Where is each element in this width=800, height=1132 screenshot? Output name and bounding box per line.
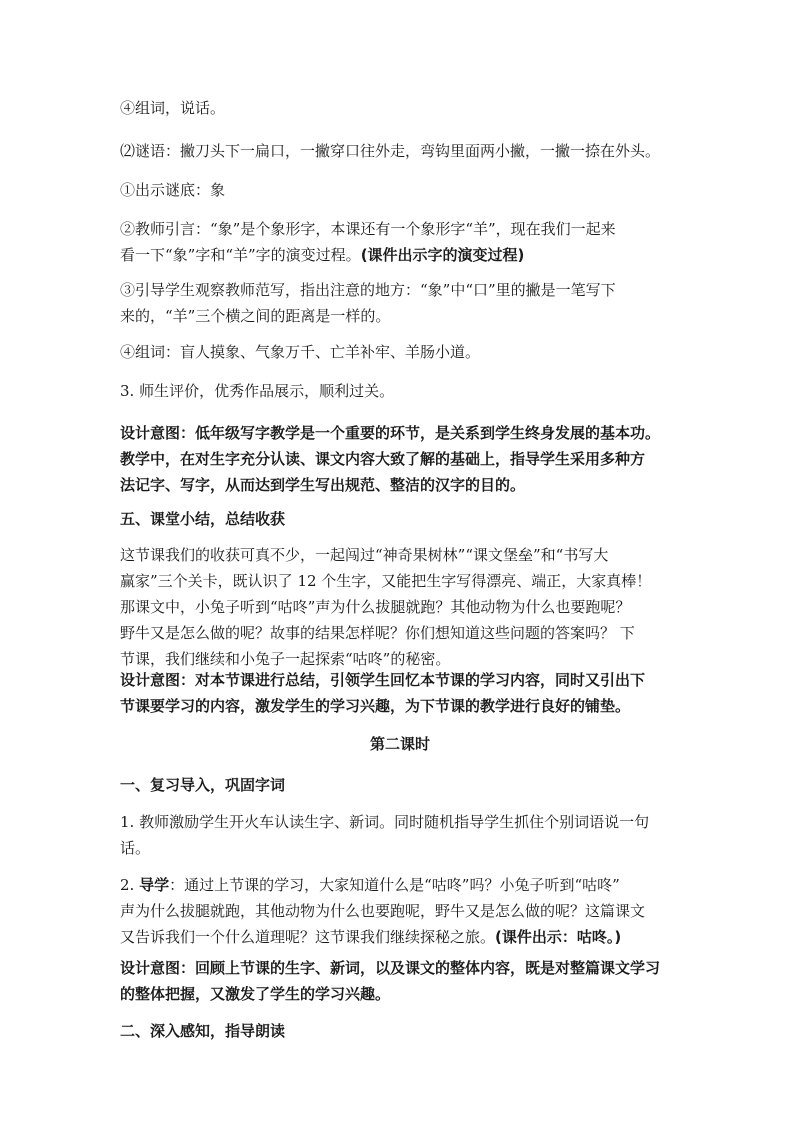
paragraph-riddle-answer [120,177,690,203]
design-intent-3 [120,955,690,1007]
text-line: 1. 教师激励学生开火车认读生字、新词。同时随机指导学生抓住个别词语说一句 [120,813,650,831]
text-line: 野牛又是怎么做的呢？故事的结果怎样呢？你们想知道这些问题的答案吗？ 下 [120,624,635,642]
text-line: 话。 [120,839,151,857]
text-line: ④组词，说话。 [120,99,226,117]
text-line: 赢家”三个关卡，既认识了 12 个生字，又能把生字写得漂亮、端正，大家真棒！ [120,572,652,590]
lesson-two-title [120,731,680,757]
text-line: ①出示谜底：象 [120,181,226,199]
text-line: ②教师引言：“象”是个象形字，本课还有一个象形字“羊”，现在我们一起来 [120,220,616,238]
text-line: 第二课时 [369,735,430,753]
paragraph-organize-words-2 [120,339,690,365]
text-line: 那课文中，小兔子听到“咕咚”声为什么拔腿就跑？其他动物为什么也要跑呢？ [120,598,631,616]
text-line: 声为什么拔腿就跑，其他动物为什么也要跑呢，野牛又是怎么做的呢？这篇课文 [120,902,646,920]
text-segment: 看一下“象”字和“羊”字的演变过程。 [120,246,361,264]
section-heading-reading [120,1018,690,1044]
courseware-note: (课件出示字的演变过程) [360,246,525,264]
paragraph-writing-guidance [120,277,690,329]
section-heading-review [120,772,690,798]
text-line [120,872,690,898]
text-line: 这节课我们的收获可真不少，一起闯过“神奇果树林”“课文堡垒”和“书写大 [120,546,609,564]
text-line: 设计意图：对本节课进行总结，引领学生回忆本节课的学习内容，同时又引出下 [120,671,646,689]
guided-study-label: 导学 [139,876,170,894]
text-line: 节课要学习的内容，激发学生的学习兴趣，为下节课的教学进行良好的铺垫。 [120,697,631,715]
text-line: 教学中，在对生字充分认读、课文内容大致了解的基础上，指导学生采用多种方 [120,450,646,468]
text-line: 设计意图：低年级写字教学是一个重要的环节，是关系到学生终身发展的基本功。 [120,424,661,442]
paragraph-guided-study [120,872,690,950]
paragraph-riddle [120,138,690,164]
section-heading-summary [120,506,690,532]
text-line [120,242,690,268]
text-line: 五、课堂小结，总结收获 [120,510,286,528]
text-segment: ：通过上节课的学习，大家知道什么是“咕咚”吗？小兔子听到“咕咚” [169,876,620,894]
design-intent-1 [120,420,690,498]
paragraph-summary [120,542,690,672]
text-line: 二、深入感知，指导朗读 [120,1022,286,1040]
text-line: ⑵谜语：撇刀头下一扁口，一撇穿口往外走，弯钩里面两小撇，一撇一捺在外头。 [120,142,661,160]
paragraph-review-words [120,809,690,861]
text-line: 3. 师生评价，优秀作品展示，顺利过关。 [120,382,395,400]
text-line: 一、复习导入，巩固字词 [120,776,286,794]
courseware-note: (课件出示：咕咚。) [495,928,622,946]
text-line: ④组词：盲人摸象、气象万千、亡羊补牢、羊肠小道。 [120,343,481,361]
text-line: 节课，我们继续和小兔子一起探索“咕咚”的秘密。 [120,650,451,668]
design-intent-2 [120,667,690,719]
text-segment: 2. [120,876,140,894]
text-line: 的整体把握，又激发了学生的学习兴趣。 [120,985,391,1003]
text-line: ③引导学生观察教师范写，指出注意的地方：“象”中“口”里的撇是一笔写下 [120,281,616,299]
paragraph-organize-words-1 [120,95,690,121]
paragraph-teacher-intro [120,216,690,268]
text-segment: 又告诉我们一个什么道理呢？这节课我们继续探秘之旅。 [120,928,496,946]
text-line: 设计意图：回顾上节课的生字、新词，以及课文的整体内容，既是对整篇课文学习 [120,959,661,977]
text-line [120,924,690,950]
text-line: 法记字、写字，从而达到学生写出规范、整洁的汉字的目的。 [120,476,526,494]
paragraph-evaluation [120,378,690,404]
text-line: 来的，“羊”三个横之间的距离是一样的。 [120,307,391,325]
